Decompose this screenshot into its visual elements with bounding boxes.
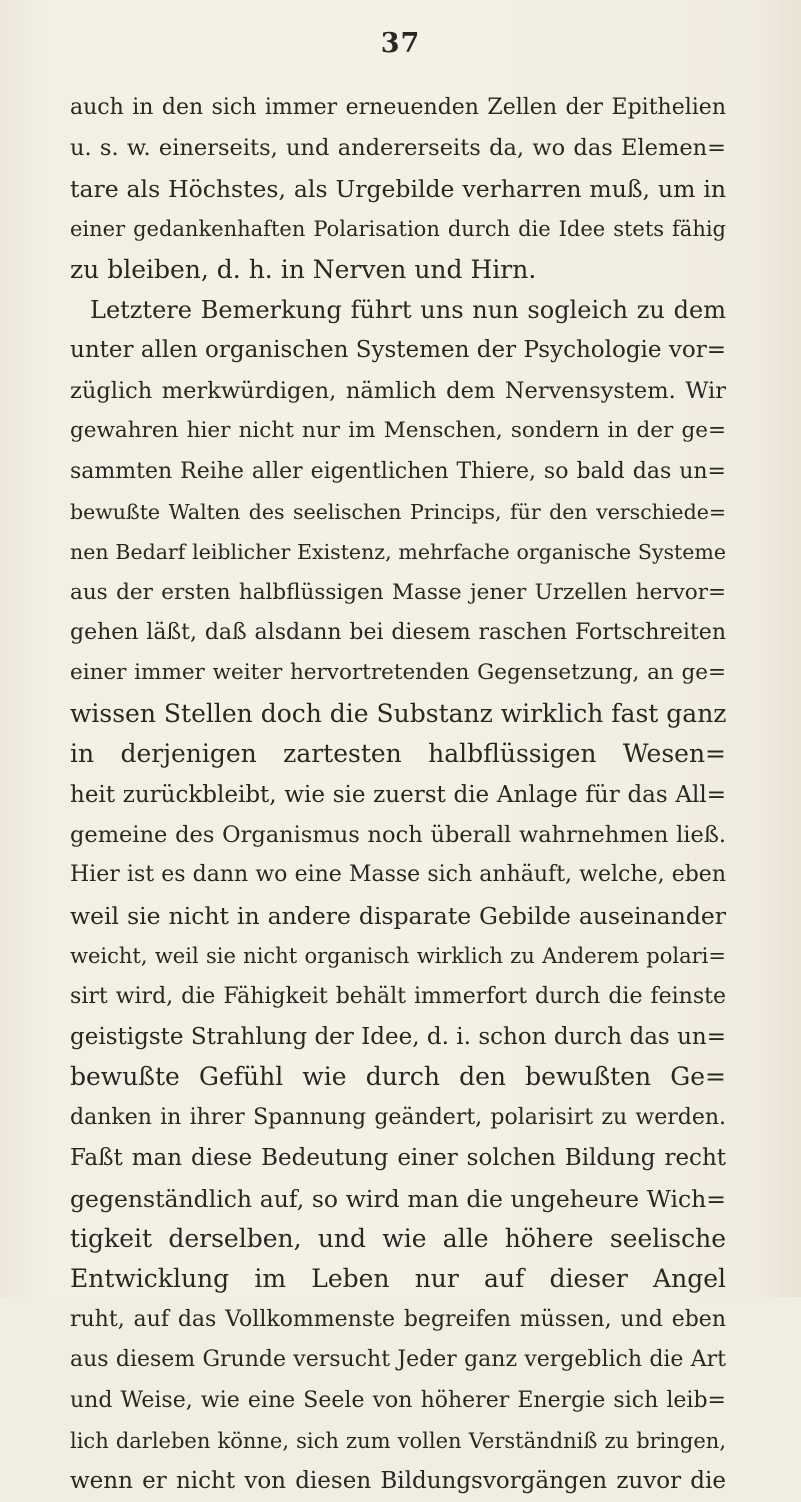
text-line: tare als Höchstes, als Urgebilde verharren muß, um in (70, 174, 726, 203)
text-line: einer gedankenhaften Polarisation durch die Idee stets fähig (70, 217, 726, 242)
text-line: geistigste Strahlung der Idee, d. i. schon durch das un= (70, 1023, 726, 1050)
text-line: auch in den sich immer erneuenden Zellen der Epithelien (70, 95, 726, 120)
text-line: gemeine des Organismus noch überall wahrnehmen ließ. (70, 822, 726, 849)
text-line: und Weise, wie eine Seele von höherer Energie sich leib= (70, 1387, 726, 1413)
text-line: unter allen organischen Systemen der Psychologie vor= (70, 337, 726, 364)
text-line: lich darleben könne, sich zum vollen Verständniß zu bringen, (70, 1428, 726, 1453)
text-line: wissen Stellen doch die Substanz wirklich fast ganz (70, 698, 726, 728)
text-line: gewahren hier nicht nur im Menschen, sondern in der ge= (70, 418, 726, 444)
text-line: tigkeit derselben, und wie alle höhere seelische (70, 1223, 726, 1253)
text-line: zu bleiben, d. h. in Nerven und Hirn. (70, 254, 537, 284)
page-number: 37 (380, 28, 421, 59)
text-line: u. s. w. einerseits, und andererseits da, wo das Elemen= (70, 135, 726, 162)
text-line: aus diesem Grunde versucht Jeder ganz vergeblich die Art (70, 1347, 726, 1373)
text-line: aus der ersten halbflüssigen Masse jener Urzellen hervor= (70, 579, 726, 605)
text-line: einer immer weiter hervortretenden Gegensetzung, an ge= (70, 660, 726, 686)
text-line: danken in ihrer Spannung geändert, polarisirt zu werden. (70, 1104, 726, 1130)
text-line: Faßt man diese Bedeutung einer solchen Bildung recht (70, 1145, 726, 1172)
text-line: Hier ist es dann wo eine Masse sich anhäuft, welche, eben (70, 862, 726, 888)
text-line: sammten Reihe aller eigentlichen Thiere, so bald das un= (70, 458, 726, 484)
text-line: bewußte Walten des seelischen Princips, für den verschiede= (70, 499, 726, 524)
text-line: gehen läßt, daß alsdann bei diesem raschen Fortschreiten (70, 620, 726, 646)
text-line: heit zurückbleibt, wie sie zuerst die Anlage für das All= (70, 781, 726, 808)
text-line: gegenständlich auf, so wird man die ungeheure Wich= (70, 1184, 726, 1213)
text-line: züglich merkwürdigen, nämlich dem Nervensystem. Wir (70, 377, 726, 404)
text-line: wenn er nicht von diesen Bildungsvorgängen zuvor die (70, 1468, 726, 1495)
text-line: in derjenigen zartesten halbflüssigen Wesen= (70, 739, 726, 769)
text-line: Letztere Bemerkung führt uns nun sogleich zu dem (90, 295, 726, 324)
body-text (70, 88, 726, 1502)
text-line: Entwicklung im Leben nur auf dieser Angel (70, 1264, 726, 1294)
text-line: sirt wird, die Fähigkeit behält immerfort durch die feinste (70, 983, 726, 1009)
text-line: weicht, weil sie nicht organisch wirklich zu Anderem polari= (70, 944, 726, 969)
text-line: ruht, auf das Vollkommenste begreifen müssen, und eben (70, 1306, 726, 1332)
text-line: nen Bedarf leiblicher Existenz, mehrfache organische Systeme (70, 540, 726, 565)
text-line: weil sie nicht in andere disparate Gebilde auseinander (70, 901, 726, 930)
text-line: bewußte Gefühl wie durch den bewußten Ge= (70, 1062, 726, 1092)
